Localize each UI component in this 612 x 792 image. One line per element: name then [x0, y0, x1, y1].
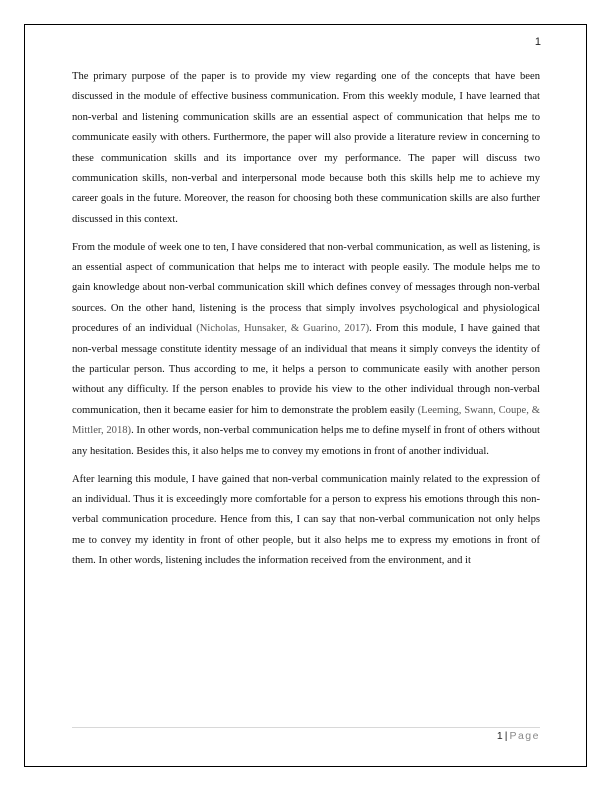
footer-page-number: 1: [496, 730, 503, 742]
paragraph-1: The primary purpose of the paper is to provide my view regarding one of the concepts that have been discussed in the module of effective business communication. From this weekly module, I have learned that non-verbal and listening communication skills are an essential aspect of communication that helps me to communicate easily with others. Furthermore, the paper will also provide a literature review in concerning to these communication skills and its importance over my performance. The paper will discuss two communication skills, non-verbal and interpersonal mode because both this skills help me to achieve my career goals in the future. Moreover, the reason for choosing both these communication skills are also further discussed in this context.: [72, 71, 540, 225]
footer: [497, 730, 540, 742]
paragraph-2: [72, 238, 540, 462]
footer-divider: [72, 727, 540, 728]
header-page-number: 1: [534, 36, 541, 48]
footer-page-label: Page: [509, 730, 540, 742]
citation-nicholas: (Nicholas, Hunsaker, & Guarino, 2017): [196, 323, 370, 335]
footer-separator: |: [504, 730, 508, 742]
citation-leeming: (Leeming, Swann, Coupe, & Mittler, 2018): [72, 404, 540, 437]
document-body: [72, 67, 540, 579]
paragraph-3: After learning this module, I have gained that non-verbal communication mainly related to the expression of an individual. Thus it is exceedingly more comfortable for a person to express his emotions through this non-verbal communication procedure. Hence from this, I can say that non-verbal communication not only helps me to convey my identity in front of other people, but it also helps me to express my emotions in front of them. In other words, listening includes the information received from the environment, and it: [72, 473, 540, 567]
paragraph-2-part-b: . From this module, I have gained that non-verbal message constitute identity message of an individual that means it simply conveys the identity of the particular person. Thus according to me, it helps a person to communicate easily with another person without any difficulty. If the person enables to provide his view to the other individual through non-verbal communication, then it became easier for him to demonstrate the problem easily: [72, 323, 540, 416]
paragraph-2-part-c: . In other words, non-verbal communication helps me to define myself in front of others without any hesitation. Besides this, it also helps me to convey my emotions in front of another individual.: [72, 425, 541, 457]
paragraph-2-part-a: From the module of week one to ten, I have considered that non-verbal communication, as well as listening, is an essential aspect of communication that helps me to interact with people easily. The module helps me to gain knowledge about non-verbal communication skill which defines convey of messages through non-verbal sources. On the other hand, listening is the process that simply involves psychological and physiological procedures of an individual: [72, 241, 540, 335]
